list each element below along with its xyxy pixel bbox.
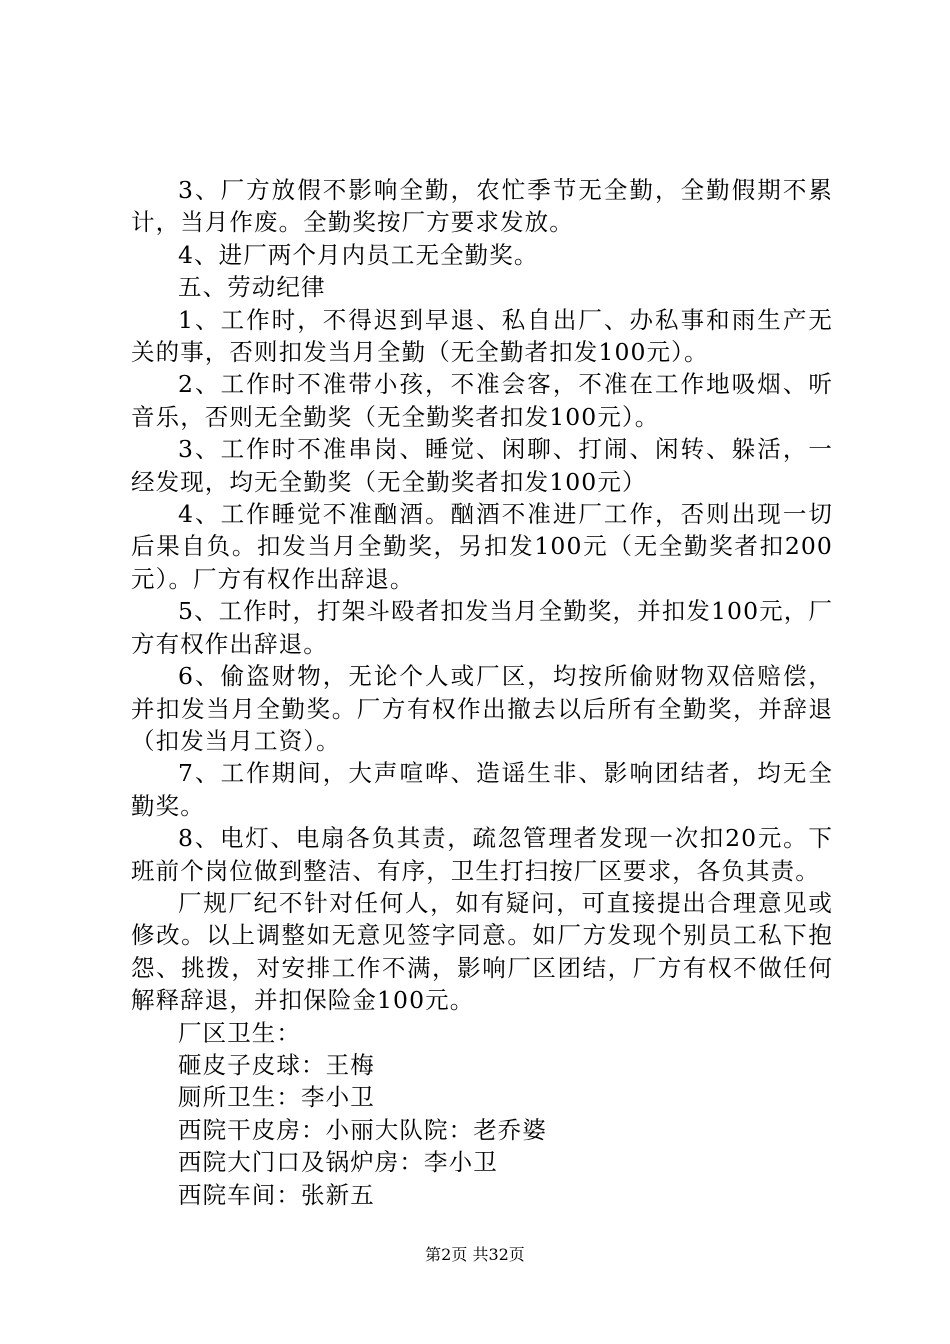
hygiene-assignment: 西院车间：张新五 <box>178 1180 375 1209</box>
paragraph-discipline-2: 2、工作时不准带小孩，不准会客，不准在工作地吸烟、听音乐，否则无全勤奖（无全勤奖者扣发100元）。 <box>131 370 833 431</box>
hygiene-assignment: 厕所卫生：李小卫 <box>178 1083 375 1112</box>
document-body <box>131 174 833 1211</box>
paragraph-closing-statement: 厂规厂纪不针对任何人，如有疑问，可直接提出合理意见或修改。以上调整如无意见签字同意。如厂方发现个别员工私下抱怨、挑拨，对安排工作不满，影响厂区团结，厂方有权不做任何解释辞退，并扣保险金100元。 <box>131 888 833 1015</box>
hygiene-assignment: 砸皮子皮球：王梅 <box>178 1050 375 1079</box>
paragraph-discipline-6: 6、偷盗财物，无论个人或厂区，均按所偷财物双倍赔偿，并扣发当月全勤奖。厂方有权作出撤去以后所有全勤奖，并辞退（扣发当月工资）。 <box>131 662 833 755</box>
paragraph-discipline-8: 8、电灯、电扇各负其责，疏忽管理者发现一次扣20元。下班前个岗位做到整洁、有序，卫生打扫按厂区要求，各负其责。 <box>131 824 833 885</box>
section-heading-labor-discipline: 五、劳动纪律 <box>178 273 326 302</box>
page-number-footer: 第2页 共32页 <box>425 1245 525 1264</box>
paragraph-discipline-1: 1、工作时，不得迟到早退、私自出厂、办私事和雨生产无关的事，否则扣发当月全勤（无全勤者扣发100元）。 <box>131 305 833 367</box>
hygiene-assignment: 西院大门口及锅炉房：李小卫 <box>178 1148 498 1177</box>
paragraph-discipline-5: 5、工作时，打架斗殴者扣发当月全勤奖，并扣发100元，厂方有权作出辞退。 <box>131 597 833 658</box>
paragraph-discipline-3: 3、工作时不准串岗、睡觉、闲聊、打闹、闲转、躲活，一经发现，均无全勤奖（无全勤奖者扣发100元） <box>131 435 833 496</box>
paragraph-discipline-7: 7、工作期间，大声喧哗、造谣生非、影响团结者，均无全勤奖。 <box>131 759 833 820</box>
hygiene-heading: 厂区卫生： <box>178 1018 301 1047</box>
hygiene-assignment: 西院干皮房：小丽大队院：老乔婆 <box>178 1115 547 1144</box>
paragraph-attendance-4: 4、进厂两个月内员工无全勤奖。 <box>178 240 539 269</box>
paragraph-attendance-3: 3、厂方放假不影响全勤，农忙季节无全勤，全勤假期不累计，当月作废。全勤奖按厂方要求发放。 <box>131 176 833 237</box>
paragraph-discipline-4: 4、工作睡觉不准酗酒。酗酒不准进厂工作，否则出现一切后果自负。扣发当月全勤奖，另扣发100元（无全勤奖者扣200元）。厂方有权作出辞退。 <box>131 500 833 593</box>
